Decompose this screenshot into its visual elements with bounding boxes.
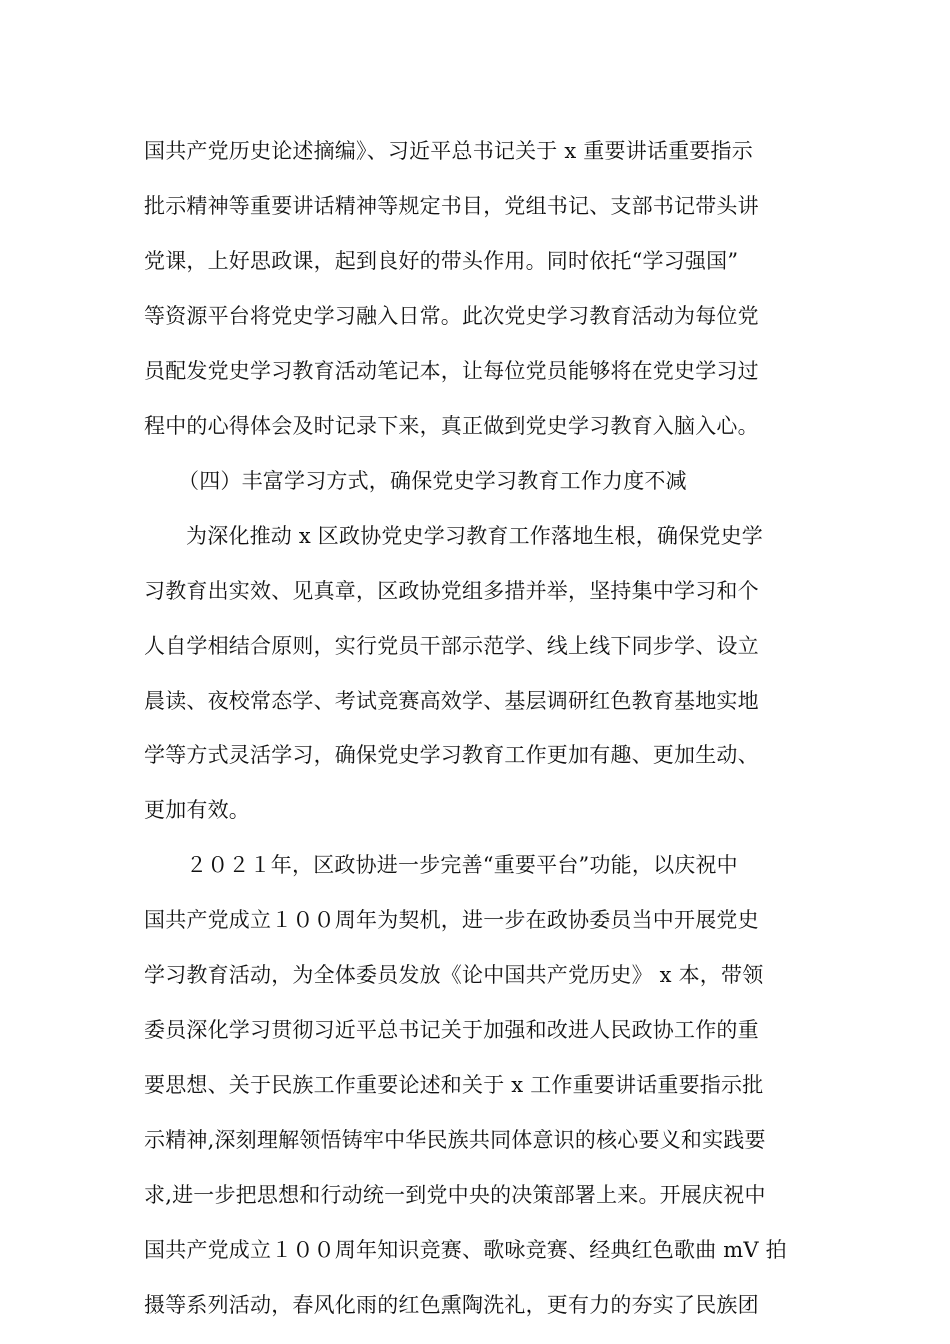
text-line: 示精神,深刻理解领悟铸牢中华民族共同体意识的核心要义和实践要: [144, 1128, 766, 1152]
text-line: 学等方式灵活学习，确保党史学习教育工作更加有趣、更加生动、: [144, 743, 759, 767]
text-line: 员配发党史学习教育活动笔记本，让每位党员能够将在党史学习过: [144, 359, 759, 383]
text-line: 为深化推动 x 区政协党史学习教育工作落地生根，确保党史学: [186, 524, 763, 548]
text-line: 国共产党历史论述摘编》、习近平总书记关于 x 重要讲话重要指示: [144, 139, 753, 163]
text-line: 晨读、夜校常态学、考试竞赛高效学、基层调研红色教育基地实地: [144, 689, 759, 713]
text-line: 要思想、关于民族工作重要论述和关于 x 工作重要讲话重要指示批: [144, 1073, 764, 1097]
text-line: ２０２１年，区政协进一步完善“重要平台”功能，以庆祝中: [186, 853, 738, 877]
text-line: 批示精神等重要讲话精神等规定书目，党组书记、支部书记带头讲: [144, 194, 759, 218]
text-line: 学习教育活动，为全体委员发放《论中国共产党历史》 x 本，带领: [144, 963, 764, 987]
text-line: 程中的心得体会及时记录下来，真正做到党史学习教育入脑入心。: [144, 414, 759, 438]
text-line: 求,进一步把思想和行动统一到党中央的决策部署上来。开展庆祝中: [144, 1183, 766, 1207]
text-line: 更加有效。: [144, 798, 250, 822]
text-line: 摄等系列活动，春风化雨的红色熏陶洗礼，更有力的夯实了民族团: [144, 1293, 759, 1317]
text-line: 等资源平台将党史学习融入日常。此次党史学习教育活动为每位党: [144, 304, 759, 328]
text-line: 国共产党成立１００周年为契机，进一步在政协委员当中开展党史: [144, 908, 759, 932]
text-line: 委员深化学习贯彻习近平总书记关于加强和改进人民政协工作的重: [144, 1018, 759, 1042]
text-line: 习教育出实效、见真章，区政协党组多措并举，坚持集中学习和个: [144, 579, 759, 603]
text-line: 党课，上好思政课，起到良好的带头作用。同时依托“学习强国”: [144, 249, 739, 273]
text-line: 人自学相结合原则，实行党员干部示范学、线上线下同步学、设立: [144, 634, 759, 658]
section-heading: （四）丰富学习方式，确保党史学习教育工作力度不减: [178, 469, 687, 493]
text-line: 国共产党成立１００周年知识竞赛、歌咏竞赛、经典红色歌曲 mV 拍: [144, 1238, 787, 1262]
